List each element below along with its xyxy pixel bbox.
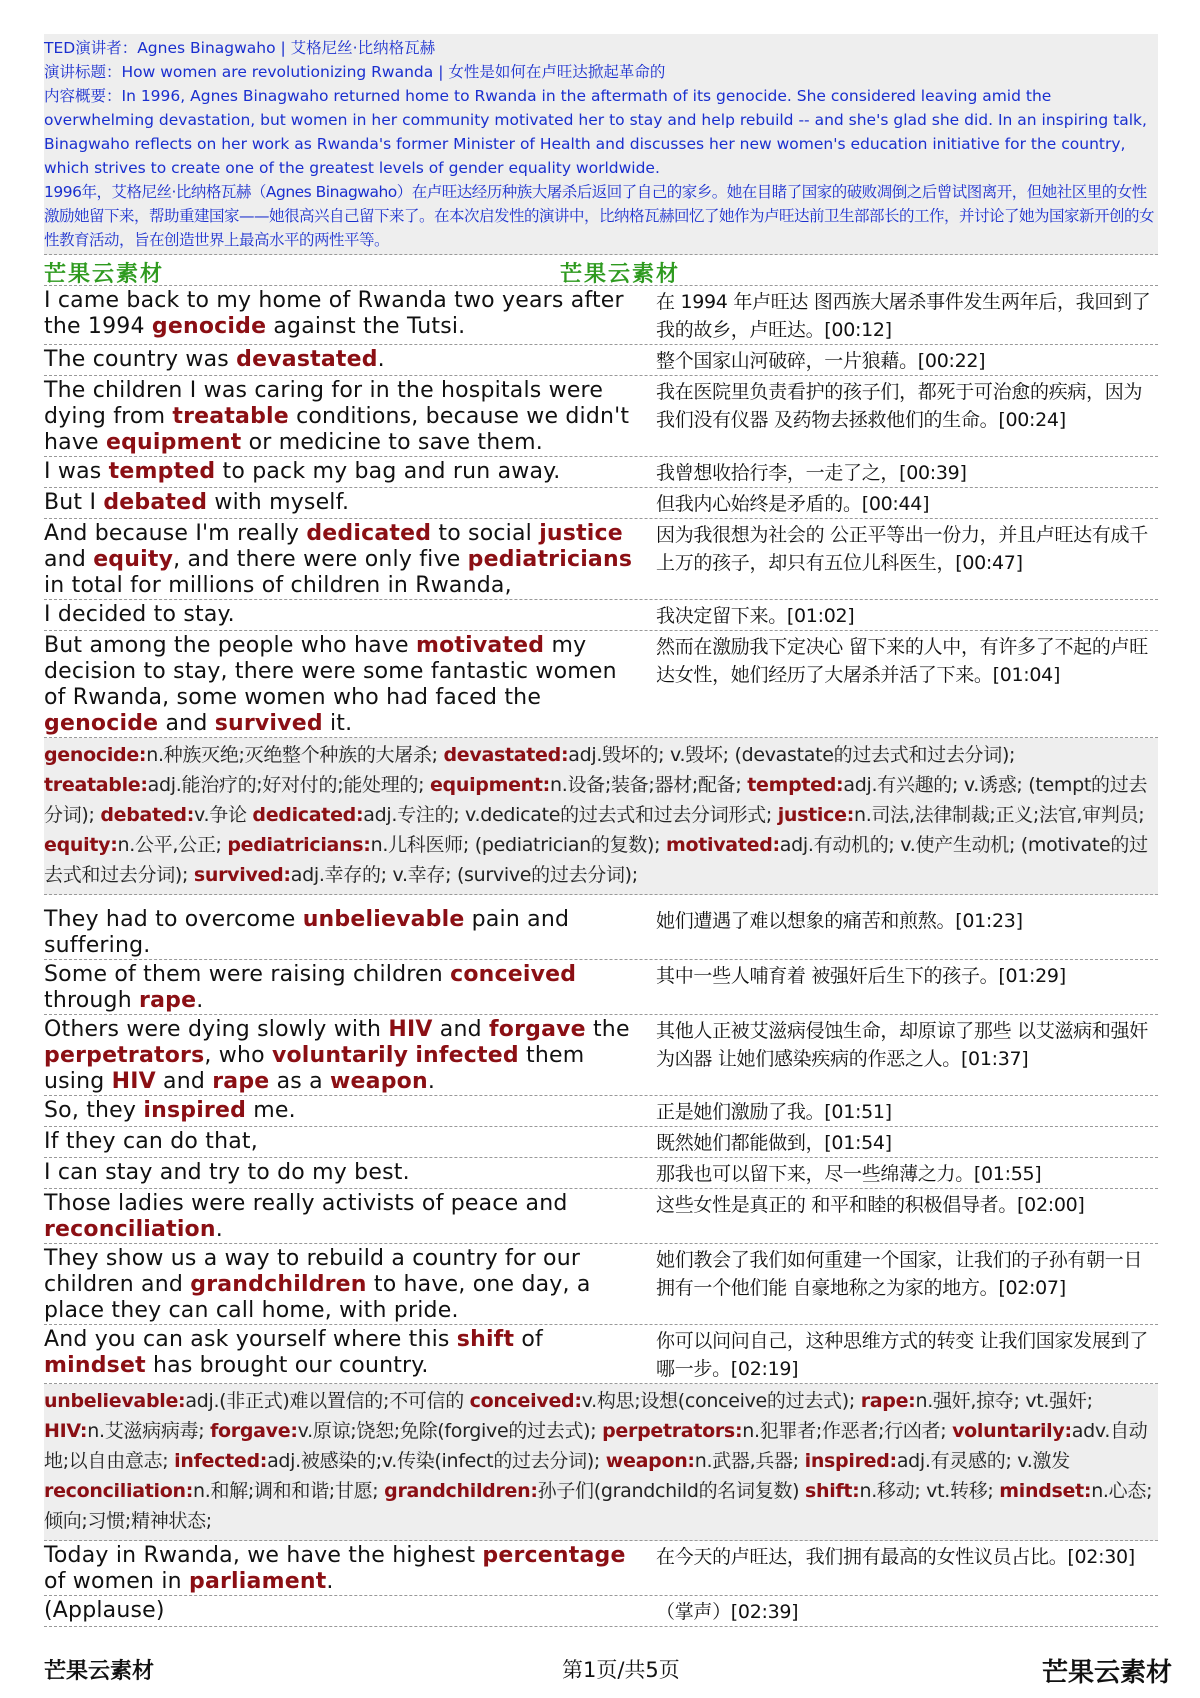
chinese-translation: 其中一些人哺育着 被强奸后生下的孩子。[01:29] <box>656 965 1066 987</box>
sentence-text: and <box>432 1017 489 1042</box>
vocab-word: genocide: <box>44 744 147 766</box>
english-sentence <box>44 631 648 737</box>
vocab-highlight: forgave <box>488 1017 586 1042</box>
vocab-highlight: genocide <box>44 711 159 736</box>
sentence-row <box>44 1096 1158 1127</box>
vocab-word: mindset: <box>999 1480 1092 1502</box>
vocab-highlight: inspired <box>143 1098 247 1123</box>
sentence-row <box>44 488 1158 519</box>
vocab-highlight: genocide <box>151 314 267 339</box>
sentence-row <box>44 286 1158 345</box>
vocab-word: tempted: <box>747 774 844 796</box>
english-sentence <box>44 376 648 456</box>
transcript-block-2 <box>44 905 1158 1384</box>
vocab-highlight: unbelievable <box>302 907 465 932</box>
english-sentence <box>44 600 648 630</box>
sentence-text: with myself. <box>207 490 350 515</box>
title-line: 演讲标题：How women are revolutionizing Rwanda | 女性是如何在卢旺达掀起革命的 <box>44 63 666 81</box>
english-sentence <box>44 286 648 344</box>
vocab-definition: n.艾滋病病毒; <box>87 1420 211 1442</box>
sentence-text: The country was <box>44 347 237 372</box>
sentence-text: Today in Rwanda, we have the highest <box>44 1543 483 1568</box>
sentence-row <box>44 1325 1158 1384</box>
sentence-text: against the Tutsi. <box>266 314 466 339</box>
vocab-definition: n.司法,法律制裁;正义;法官,审判员; <box>854 804 1145 826</box>
english-sentence <box>44 1158 648 1188</box>
sentence-text: me. <box>246 1098 296 1123</box>
sentence-row <box>44 1127 1158 1158</box>
transcript-block-1 <box>44 286 1158 738</box>
sentence-text: Others were dying slowly with <box>44 1017 389 1042</box>
vocab-word: dedicated: <box>252 804 364 826</box>
sentence-text: my decision to stay, there were some fantastic women of Rwanda, some women who had faced the <box>44 633 617 710</box>
sentence-text: And because I'm really <box>44 521 307 546</box>
english-sentence <box>44 905 648 959</box>
sentence-text: I can stay and try to do my best. <box>44 1160 410 1185</box>
sentence-text: of women in <box>44 1569 190 1594</box>
sentence-text: I was <box>44 459 109 484</box>
sentence-text: of <box>514 1327 543 1352</box>
vocab-word: motivated: <box>665 834 780 856</box>
chinese-translation: 我决定留下来。[01:02] <box>656 605 855 627</box>
sentence-row <box>44 631 1158 738</box>
chinese-translation: 整个国家山河破碎，一片狼藉。[00:22] <box>656 350 986 372</box>
sentence-row <box>44 457 1158 488</box>
vocab-definition: n.设备;装备;器材;配备; <box>549 774 748 796</box>
summary-en: 内容概要：In 1996, Agnes Binagwaho returned home to Rwanda in the aftermath of its genocide. She considered leaving amid the overwhelming devastation, but women in her community motivated her to stay and help rebuild -- and she's glad she did. In an inspiring talk, Binagwaho reflects on her work as Rwanda's former Minister of Health and discusses her new women's education initiative for the country, which strives to create one of the greatest levels of gender equality worldwide. <box>44 87 1147 177</box>
sentence-text: to pack my bag and run away. <box>215 459 561 484</box>
sentence-text: through <box>44 988 140 1013</box>
chinese-translation: 这些女性是真正的 和平和睦的积极倡导者。[02:00] <box>656 1194 1085 1216</box>
chinese-translation: 因为我很想为社会的 公正平等出一份力，并且卢旺达有成千上万的孩子，却只有五位儿科医生，[00:47] <box>656 524 1148 574</box>
vocab-highlight: equity <box>93 547 174 572</box>
sentence-text: . <box>215 1217 223 1242</box>
vocab-highlight: conceived <box>450 962 577 987</box>
vocab-word: conceived: <box>469 1390 582 1412</box>
sentence-text: But among the people who have <box>44 633 416 658</box>
chinese-translation: 你可以问问自己，这种思维方式的转变 让我们国家发展到了哪一步。[02:19] <box>656 1330 1148 1380</box>
vocab-definition: adj.能治疗的;好对付的;能处理的; <box>147 774 430 796</box>
vocab-highlight: HIV <box>111 1069 156 1094</box>
vocab-word: voluntarily: <box>952 1420 1072 1442</box>
english-sentence <box>44 457 648 487</box>
summary-zh: 1996年，艾格尼丝·比纳格瓦赫（Agnes Binagwaho）在卢旺达经历种族大屠杀后返回了自己的家乡。她在目睹了国家的破败凋倒之后曾试图离开，但她社区里的女性激励她留下来，帮助重建国家——她很高兴自己留下来了。在本次启发性的演讲中，比纳格瓦赫回忆了她作为卢旺达前卫生部部长的工作，并讨论了她为国家新开创的女性教育活动，旨在创造世界上最高水平的两性平等。 <box>44 183 1155 249</box>
vocab-highlight: motivated <box>415 633 545 658</box>
vocab-highlight: percentage <box>482 1543 626 1568</box>
sentence-text: to have, one day, a place they can call home, with pride. <box>44 1272 591 1323</box>
sentence-text: conditions, because we didn't have <box>44 404 630 455</box>
english-sentence <box>44 345 648 375</box>
vocab-definition: v.原谅;饶恕;免除(forgive的过去式); <box>297 1420 603 1442</box>
vocabulary-block-2 <box>44 1384 1158 1541</box>
vocab-highlight: justice <box>539 521 623 546</box>
vocab-definition: adv.自动地;以自由意志; <box>44 1420 1148 1472</box>
sentence-row <box>44 1596 1158 1627</box>
vocab-definition: v.构思;设想(conceive的过去式); <box>581 1390 861 1412</box>
talk-header <box>44 34 1158 255</box>
vocab-word: shift: <box>804 1480 860 1502</box>
vocab-word: HIV: <box>44 1420 88 1442</box>
vocab-highlight: perpetrators <box>44 1043 205 1068</box>
english-sentence <box>44 1541 648 1595</box>
chinese-translation: 她们教会了我们如何重建一个国家，让我们的子孙有朝一日 拥有一个他们能 自豪地称之为家的地方。[02:07] <box>656 1249 1143 1299</box>
sentence-text: and <box>155 1069 213 1094</box>
vocab-highlight: dedicated <box>306 521 432 546</box>
vocab-highlight: HIV <box>388 1017 433 1042</box>
sentence-row <box>44 1189 1158 1244</box>
sentence-row <box>44 1158 1158 1189</box>
vocab-highlight: infected <box>415 1043 519 1068</box>
english-sentence <box>44 1325 648 1383</box>
vocab-word: weapon: <box>605 1450 695 1472</box>
sentence-row <box>44 1541 1158 1596</box>
sentence-text: The children I was caring for in the hospitals were dying from <box>44 378 604 429</box>
sentence-text: . <box>196 988 204 1013</box>
sentence-text: them using <box>44 1043 585 1094</box>
chinese-translation: 在 1994 年卢旺达 图西族大屠杀事件发生两年后，我回到了我的故乡，卢旺达。[00:12] <box>656 291 1151 341</box>
brand-watermark-center: 芒果云素材 <box>560 262 681 287</box>
english-sentence <box>44 1189 648 1243</box>
sentence-text: Some of them were raising children <box>44 962 451 987</box>
vocab-highlight: mindset <box>44 1353 146 1378</box>
sentence-text: . <box>427 1069 436 1094</box>
vocab-definition: n.武器,兵器; <box>694 1450 805 1472</box>
chinese-translation: （掌声）[02:39] <box>656 1601 799 1623</box>
sentence-row <box>44 1244 1158 1325</box>
sentence-text: If they can do that, <box>44 1129 258 1154</box>
vocab-definition: adj.幸存的; v.幸存; (survive的过去分词); <box>290 864 638 886</box>
vocab-word: inspired: <box>804 1450 897 1472</box>
sentence-text: in total for millions of children in Rwanda, <box>44 573 512 598</box>
sentence-text: , and there were only five <box>173 547 468 572</box>
english-sentence <box>44 1096 648 1126</box>
vocab-word: justice: <box>777 804 854 826</box>
vocab-definition: adj.被感染的;v.传染(infect的过去分词); <box>267 1450 606 1472</box>
sentence-row <box>44 345 1158 376</box>
vocab-highlight: weapon <box>330 1069 428 1094</box>
chinese-translation: 正是她们激励了我。[01:51] <box>656 1101 892 1123</box>
vocab-definition: adj.毁坏的; v.毁坏; (devastate的过去式和过去分词); <box>568 744 1016 766</box>
vocab-word: infected: <box>174 1450 268 1472</box>
vocab-word: survived: <box>193 864 291 886</box>
sentence-row <box>44 960 1158 1015</box>
sentence-row <box>44 905 1158 960</box>
vocab-highlight: treatable <box>172 404 289 429</box>
sentence-text: They had to overcome <box>44 907 303 932</box>
chinese-translation: 我在医院里负责看护的孩子们，都死于可治愈的疾病，因为我们没有仪器 及药物去拯救他们的生命。[00:24] <box>656 381 1143 431</box>
english-sentence <box>44 488 648 518</box>
english-sentence <box>44 519 648 599</box>
vocab-definition: n.心态;倾向;习惯;精神状态; <box>44 1480 1153 1532</box>
sentence-text: But I <box>44 490 104 515</box>
english-sentence <box>44 1244 648 1324</box>
chinese-translation: 既然她们都能做到，[01:54] <box>656 1132 892 1154</box>
vocab-definition: adj.专注的; v.dedicate的过去式和过去分词形式; <box>363 804 778 826</box>
vocab-definition: n.犯罪者;作恶者;行凶者; <box>742 1420 953 1442</box>
sentence-text: So, they <box>44 1098 144 1123</box>
vocab-definition: n.儿科医师; (pediatrician的复数); <box>370 834 666 856</box>
vocab-definition: adj.有兴趣的; v.诱惑; (tempt的过去分词); <box>44 774 1148 826</box>
vocab-highlight: shift <box>456 1327 515 1352</box>
vocab-definition: n.移动; vt.转移; <box>859 1480 1000 1502</box>
vocab-word: treatable: <box>44 774 148 796</box>
vocab-highlight: parliament <box>189 1569 327 1594</box>
vocab-word: forgave: <box>210 1420 298 1442</box>
sentence-row <box>44 1015 1158 1096</box>
vocab-word: devastated: <box>443 744 569 766</box>
english-sentence <box>44 1596 648 1626</box>
chinese-translation: 那我也可以留下来，尽一些绵薄之力。[01:55] <box>656 1163 1042 1185</box>
sentence-text: it. <box>322 711 353 736</box>
chinese-translation: 在今天的卢旺达，我们拥有最高的女性议员占比。[02:30] <box>656 1546 1135 1568</box>
chinese-translation: 其他人正被艾滋病侵蚀生命，却原谅了那些 以艾滋病和强奸为凶器 让她们感染疾病的作恶之人。[01:37] <box>656 1020 1148 1070</box>
transcript-page <box>44 34 1158 1627</box>
vocab-highlight: survived <box>214 711 323 736</box>
sentence-text: . <box>377 347 385 372</box>
sentence-row <box>44 376 1158 457</box>
sentence-text: They show us a way to rebuild a country for our children and <box>44 1246 581 1297</box>
vocab-word: perpetrators: <box>602 1420 743 1442</box>
sentence-text: as a <box>269 1069 331 1094</box>
english-sentence <box>44 1015 648 1095</box>
vocab-definition: n.和解;调和和谐;甘愿; <box>193 1480 385 1502</box>
vocab-definition: 孙子们(grandchild的名词复数) <box>537 1480 805 1502</box>
sentence-text: the <box>585 1017 630 1042</box>
sentence-text: , who <box>204 1043 272 1068</box>
sentence-text: and <box>158 711 215 736</box>
vocab-word: equity: <box>44 834 118 856</box>
vocab-highlight: voluntarily <box>271 1043 409 1068</box>
vocab-definition: n.种族灭绝;灭绝整个种族的大屠杀; <box>146 744 444 766</box>
sentence-row <box>44 519 1158 600</box>
vocab-word: rape: <box>860 1390 916 1412</box>
sentence-text: (Applause) <box>44 1598 165 1623</box>
vocab-highlight: equipment <box>105 430 242 455</box>
vocab-definition: n.公平,公正; <box>117 834 228 856</box>
vocab-highlight: devastated <box>236 347 378 372</box>
speaker-line: TED演讲者：Agnes Binagwaho | 艾格尼丝·比纳格瓦赫 <box>44 39 436 57</box>
footer-brand-left: 芒果云素材 <box>44 1659 155 1684</box>
vocab-definition: adj.(非正式)难以置信的;不可信的 <box>185 1390 470 1412</box>
sentence-text: pain and suffering. <box>44 907 570 958</box>
vocab-definition: n.强奸,掠夺; vt.强奸; <box>915 1390 1093 1412</box>
vocab-word: pediatricians: <box>227 834 371 856</box>
vocab-definition: v.争论 <box>194 804 253 826</box>
chinese-translation: 但我内心始终是矛盾的。[00:44] <box>656 493 930 515</box>
brand-watermark-left: 芒果云素材 <box>44 262 165 287</box>
vocab-definition: adj.有动机的; v.使产生动机; (motivate的过去式和过去分词); <box>44 834 1148 886</box>
page-number: 第1页/共5页 <box>562 1658 680 1682</box>
vocab-word: reconciliation: <box>44 1480 193 1502</box>
chinese-translation: 我曾想收拾行李，一走了之，[00:39] <box>656 462 967 484</box>
chinese-translation: 然而在激励我下定决心 留下来的人中，有许多了不起的卢旺达女性，她们经历了大屠杀并活了下来。[01:04] <box>656 636 1148 686</box>
vocab-highlight: reconciliation <box>44 1217 216 1242</box>
page-footer <box>44 1650 1172 1690</box>
chinese-translation: 她们遭遇了难以想象的痛苦和煎熬。[01:23] <box>656 910 1023 932</box>
vocab-highlight: rape <box>212 1069 270 1094</box>
sentence-text: . <box>326 1569 334 1594</box>
vocab-word: debated: <box>100 804 195 826</box>
vocab-highlight: tempted <box>108 459 216 484</box>
sentence-row <box>44 600 1158 631</box>
vocab-highlight: grandchildren <box>190 1272 367 1297</box>
vocab-highlight: debated <box>103 490 208 515</box>
vocab-word: grandchildren: <box>384 1480 538 1502</box>
english-sentence <box>44 960 648 1014</box>
sentence-text: or medicine to save them. <box>241 430 543 455</box>
vocab-highlight: pediatricians <box>467 547 633 572</box>
sentence-text: and <box>44 547 94 572</box>
vocab-word: equipment: <box>429 774 550 796</box>
english-sentence <box>44 1127 648 1157</box>
sentence-text: has brought our country. <box>145 1353 429 1378</box>
sentence-text: to social <box>431 521 540 546</box>
vocab-definition: adj.有灵感的; v.激发 <box>896 1450 1070 1472</box>
vocab-word: unbelievable: <box>44 1390 186 1412</box>
sentence-text: I decided to stay. <box>44 602 235 627</box>
footer-brand-right: 芒果云素材 <box>1041 1658 1172 1688</box>
sentence-text: Those ladies were really activists of peace and <box>44 1191 568 1216</box>
brand-row <box>44 255 1158 286</box>
sentence-text: And you can ask yourself where this <box>44 1327 457 1352</box>
vocab-highlight: rape <box>139 988 197 1013</box>
transcript-block-3 <box>44 1541 1158 1627</box>
sentence-text: I came back to my home of Rwanda two years after the 1994 <box>44 288 624 339</box>
vocabulary-block-1 <box>44 738 1158 895</box>
